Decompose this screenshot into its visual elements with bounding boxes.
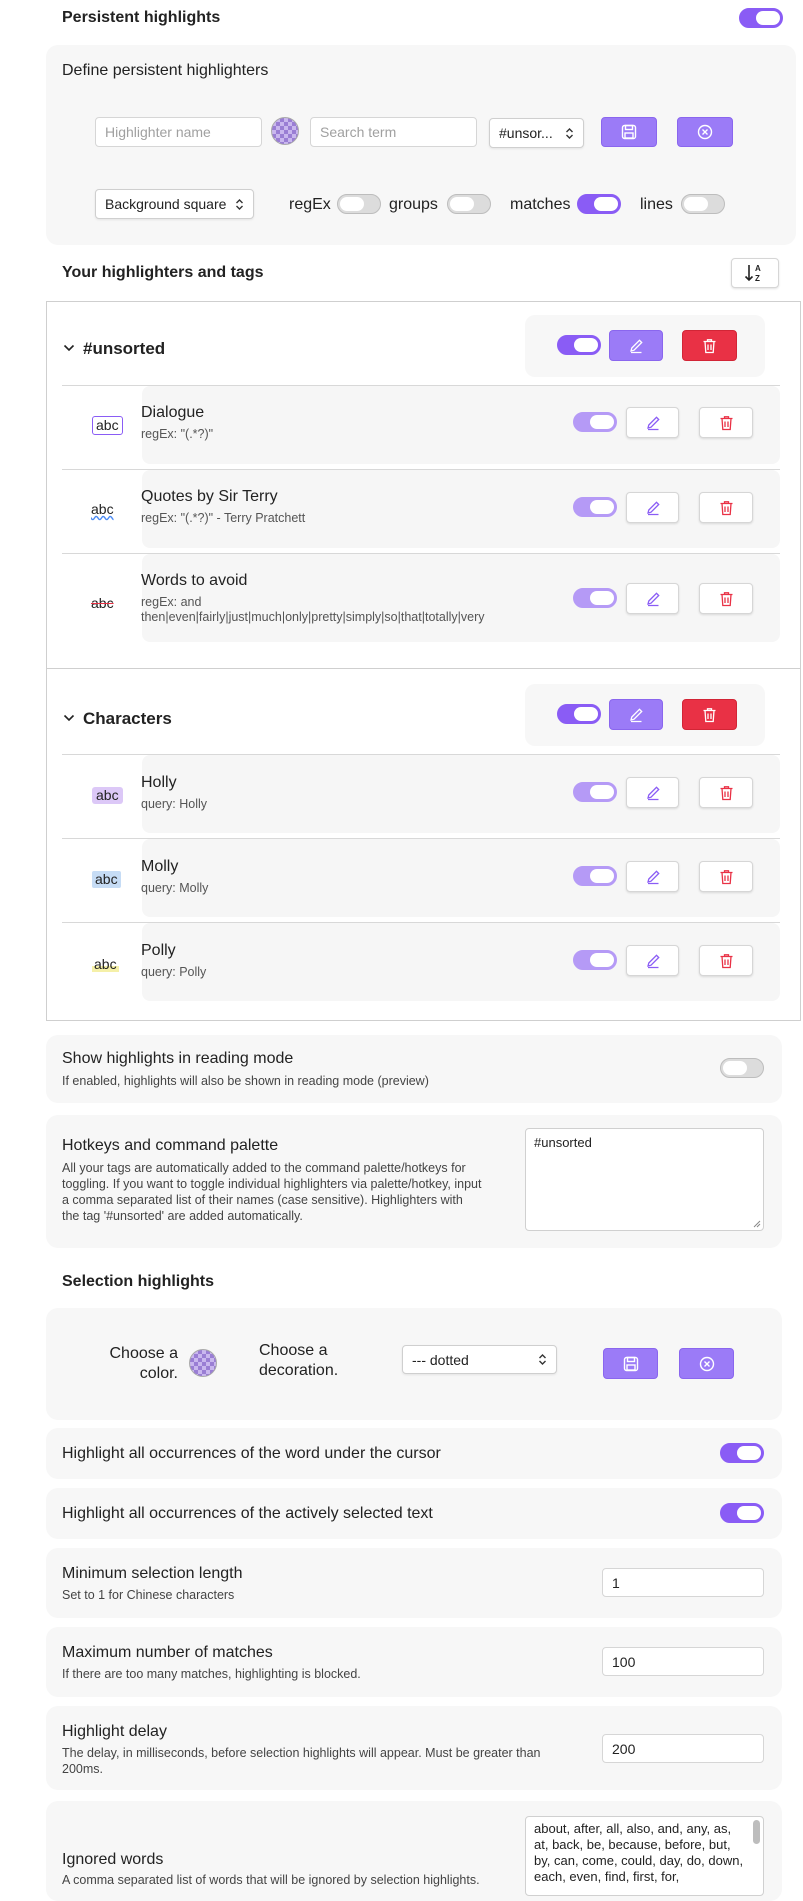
trash-icon	[719, 785, 734, 801]
word-under-cursor-toggle[interactable]	[720, 1443, 764, 1463]
tag-select[interactable]	[489, 118, 584, 148]
hotkeys-desc: All your tags are automatically added to the command palette/hotkeys for toggling. If you want to toggle individual highlighters via palette/hotkey, input a comma separated list of their names (case sensitive). Highlighters with the tag '#unsorted' are added automatically.	[62, 1161, 482, 1223]
resize-handle-icon[interactable]	[753, 1220, 761, 1228]
edit-highlighter-button[interactable]	[626, 492, 679, 523]
ignored-words-value: about, after, all, also, and, any, as, at, back, be, because, before, but, by, can, come, could, day, do, down, each, even, find, first, for,	[534, 1821, 744, 1884]
delete-group-button[interactable]	[682, 699, 737, 730]
pencil-icon	[645, 500, 661, 516]
ignored-words-title: Ignored words	[62, 1851, 164, 1868]
scrollbar-thumb[interactable]	[753, 1820, 760, 1844]
matches-label: matches	[510, 196, 571, 213]
pencil-icon	[628, 338, 644, 354]
highlighter-name: Quotes by Sir Terry	[141, 488, 278, 505]
highlighter-detail: regEx: and then|even|fairly|just|much|only|pretty|simply|so|that|totally|very	[141, 595, 485, 624]
groups-label: groups	[389, 196, 438, 213]
save-icon	[621, 124, 637, 140]
highlighter-name: Words to avoid	[141, 572, 248, 589]
highlighter-row	[142, 839, 780, 917]
edit-highlighter-button[interactable]	[626, 945, 679, 976]
trash-icon	[719, 415, 734, 431]
save-selection-button[interactable]	[603, 1348, 658, 1379]
highlighter-name: Molly	[141, 858, 179, 875]
trash-icon	[719, 953, 734, 969]
chevron-down-icon[interactable]	[63, 713, 75, 723]
close-circle-icon	[699, 1356, 715, 1372]
hotkeys-title: Hotkeys and command palette	[62, 1137, 279, 1154]
delete-group-button[interactable]	[682, 330, 737, 361]
regex-label: regEx	[289, 196, 331, 213]
delay-title: Highlight delay	[62, 1723, 167, 1740]
max-matches-input[interactable]	[602, 1647, 764, 1676]
highlighter-name: Polly	[141, 942, 176, 959]
max-matches-title: Maximum number of matches	[62, 1644, 273, 1661]
close-circle-icon	[697, 124, 713, 140]
highlighter-detail: query: Holly	[141, 797, 207, 811]
search-term-input[interactable]	[310, 117, 477, 147]
reading-mode-desc: If enabled, highlights will also be shown in reading mode (preview)	[62, 1074, 429, 1088]
highlighter-toggle[interactable]	[573, 782, 617, 802]
regex-toggle[interactable]	[337, 194, 381, 214]
cancel-highlighter-button[interactable]	[677, 117, 733, 147]
chevron-updown-icon	[235, 198, 244, 211]
delete-highlighter-button[interactable]	[699, 407, 753, 438]
choose-color-label: Choose a color.	[109, 1345, 178, 1382]
ignored-words-desc: A comma separated list of words that will be ignored by selection highlights.	[62, 1873, 480, 1887]
groups-toggle[interactable]	[447, 194, 491, 214]
delete-highlighter-button[interactable]	[699, 492, 753, 523]
min-length-input[interactable]	[602, 1568, 764, 1597]
pencil-icon	[628, 707, 644, 723]
sort-alpha-icon	[744, 263, 766, 283]
highlight-preview: abc	[92, 787, 123, 804]
reading-mode-setting	[46, 1035, 782, 1103]
delay-desc: The delay, in milliseconds, before selection highlights will appear. Must be greater than 200ms.	[62, 1746, 541, 1776]
define-title: Define persistent highlighters	[62, 62, 269, 79]
tag-select-value: #unsor...	[499, 125, 553, 141]
highlight-preview: abc	[92, 871, 121, 888]
persistent-toggle[interactable]	[739, 8, 783, 28]
trash-icon	[702, 338, 717, 354]
highlight-preview: abc	[91, 595, 114, 611]
highlighter-row	[142, 755, 780, 833]
trash-icon	[702, 707, 717, 723]
highlighter-row	[142, 923, 780, 1001]
svg-text:A: A	[755, 264, 761, 273]
highlighter-toggle[interactable]	[573, 497, 617, 517]
edit-group-button[interactable]	[609, 330, 663, 361]
group-name: #unsorted	[83, 339, 166, 358]
word-under-cursor-title: Highlight all occurrences of the word under the cursor	[62, 1445, 441, 1462]
style-select-value: Background square	[105, 196, 227, 212]
persistent-title: Persistent highlights	[62, 9, 221, 26]
search-placeholder: Search term	[320, 124, 397, 140]
lines-toggle[interactable]	[681, 194, 725, 214]
hotkeys-value: #unsorted	[534, 1135, 592, 1150]
color-picker-swatch[interactable]	[271, 117, 299, 145]
selected-text-toggle[interactable]	[720, 1503, 764, 1523]
pencil-icon	[645, 785, 661, 801]
highlighter-row	[142, 386, 780, 464]
edit-highlighter-button[interactable]	[626, 861, 679, 892]
highlighter-toggle[interactable]	[573, 412, 617, 432]
highlighter-toggle[interactable]	[573, 950, 617, 970]
chevron-updown-icon	[565, 127, 574, 140]
chevron-updown-icon	[538, 1353, 547, 1366]
pencil-icon	[645, 591, 661, 607]
trash-icon	[719, 591, 734, 607]
highlight-preview: abc	[94, 956, 117, 972]
sort-button[interactable]	[731, 258, 779, 288]
trash-icon	[719, 500, 734, 516]
hotkeys-textarea[interactable]	[525, 1128, 764, 1231]
highlighter-name-input[interactable]	[95, 117, 262, 147]
name-placeholder: Highlighter name	[105, 124, 211, 140]
pencil-icon	[645, 869, 661, 885]
delete-highlighter-button[interactable]	[699, 945, 753, 976]
group-toggle[interactable]	[557, 704, 601, 724]
highlighter-name: Dialogue	[141, 404, 205, 421]
ignored-words-textarea[interactable]	[525, 1816, 764, 1896]
cancel-selection-button[interactable]	[679, 1348, 734, 1379]
highlighter-detail: query: Molly	[141, 881, 209, 895]
highlighter-detail: query: Polly	[141, 965, 207, 979]
highlighter-toggle[interactable]	[573, 866, 617, 886]
edit-highlighter-button[interactable]	[626, 407, 679, 438]
max-matches-value: 100	[612, 1653, 636, 1670]
edit-highlighter-button[interactable]	[626, 583, 679, 614]
chevron-down-icon[interactable]	[63, 343, 75, 353]
reading-mode-title: Show highlights in reading mode	[62, 1050, 294, 1067]
delay-input[interactable]	[602, 1734, 764, 1763]
delete-highlighter-button[interactable]	[699, 583, 753, 614]
highlighter-row	[142, 470, 780, 548]
highlight-preview: abc	[92, 416, 123, 435]
highlighter-detail: regEx: "(.*?)" - Terry Pratchett	[141, 511, 306, 525]
highlighter-detail: regEx: "(.*?)"	[141, 427, 214, 441]
svg-text:Z: Z	[755, 274, 760, 283]
trash-icon	[719, 869, 734, 885]
max-matches-desc: If there are too many matches, highlighting is blocked.	[62, 1667, 361, 1681]
selected-text-title: Highlight all occurrences of the actively selected text	[62, 1505, 433, 1522]
delete-highlighter-button[interactable]	[699, 861, 753, 892]
min-length-value: 1	[612, 1574, 620, 1591]
highlight-preview: abc	[91, 501, 114, 517]
reading-mode-toggle[interactable]	[720, 1058, 764, 1078]
group-name: Characters	[83, 709, 172, 728]
choose-decoration-label: Choose a decoration.	[259, 1342, 339, 1379]
delay-value: 200	[612, 1740, 636, 1757]
edit-highlighter-button[interactable]	[626, 777, 679, 808]
pencil-icon	[645, 415, 661, 431]
delete-highlighter-button[interactable]	[699, 777, 753, 808]
save-highlighter-button[interactable]	[601, 117, 657, 147]
min-length-desc: Set to 1 for Chinese characters	[62, 1588, 235, 1602]
lines-label: lines	[640, 196, 673, 213]
decoration-select[interactable]	[402, 1345, 557, 1374]
matches-toggle[interactable]	[577, 194, 621, 214]
selection-color-swatch[interactable]	[189, 1349, 217, 1377]
highlighter-name: Holly	[141, 774, 177, 791]
list-title: Your highlighters and tags	[62, 264, 264, 281]
style-select[interactable]	[95, 189, 254, 219]
highlighter-toggle[interactable]	[573, 588, 617, 608]
edit-group-button[interactable]	[609, 699, 663, 730]
group-toggle[interactable]	[557, 335, 601, 355]
save-icon	[623, 1356, 639, 1372]
selection-title: Selection highlights	[62, 1273, 215, 1290]
pencil-icon	[645, 953, 661, 969]
decoration-select-value: --- dotted	[412, 1351, 469, 1368]
min-length-title: Minimum selection length	[62, 1565, 243, 1582]
